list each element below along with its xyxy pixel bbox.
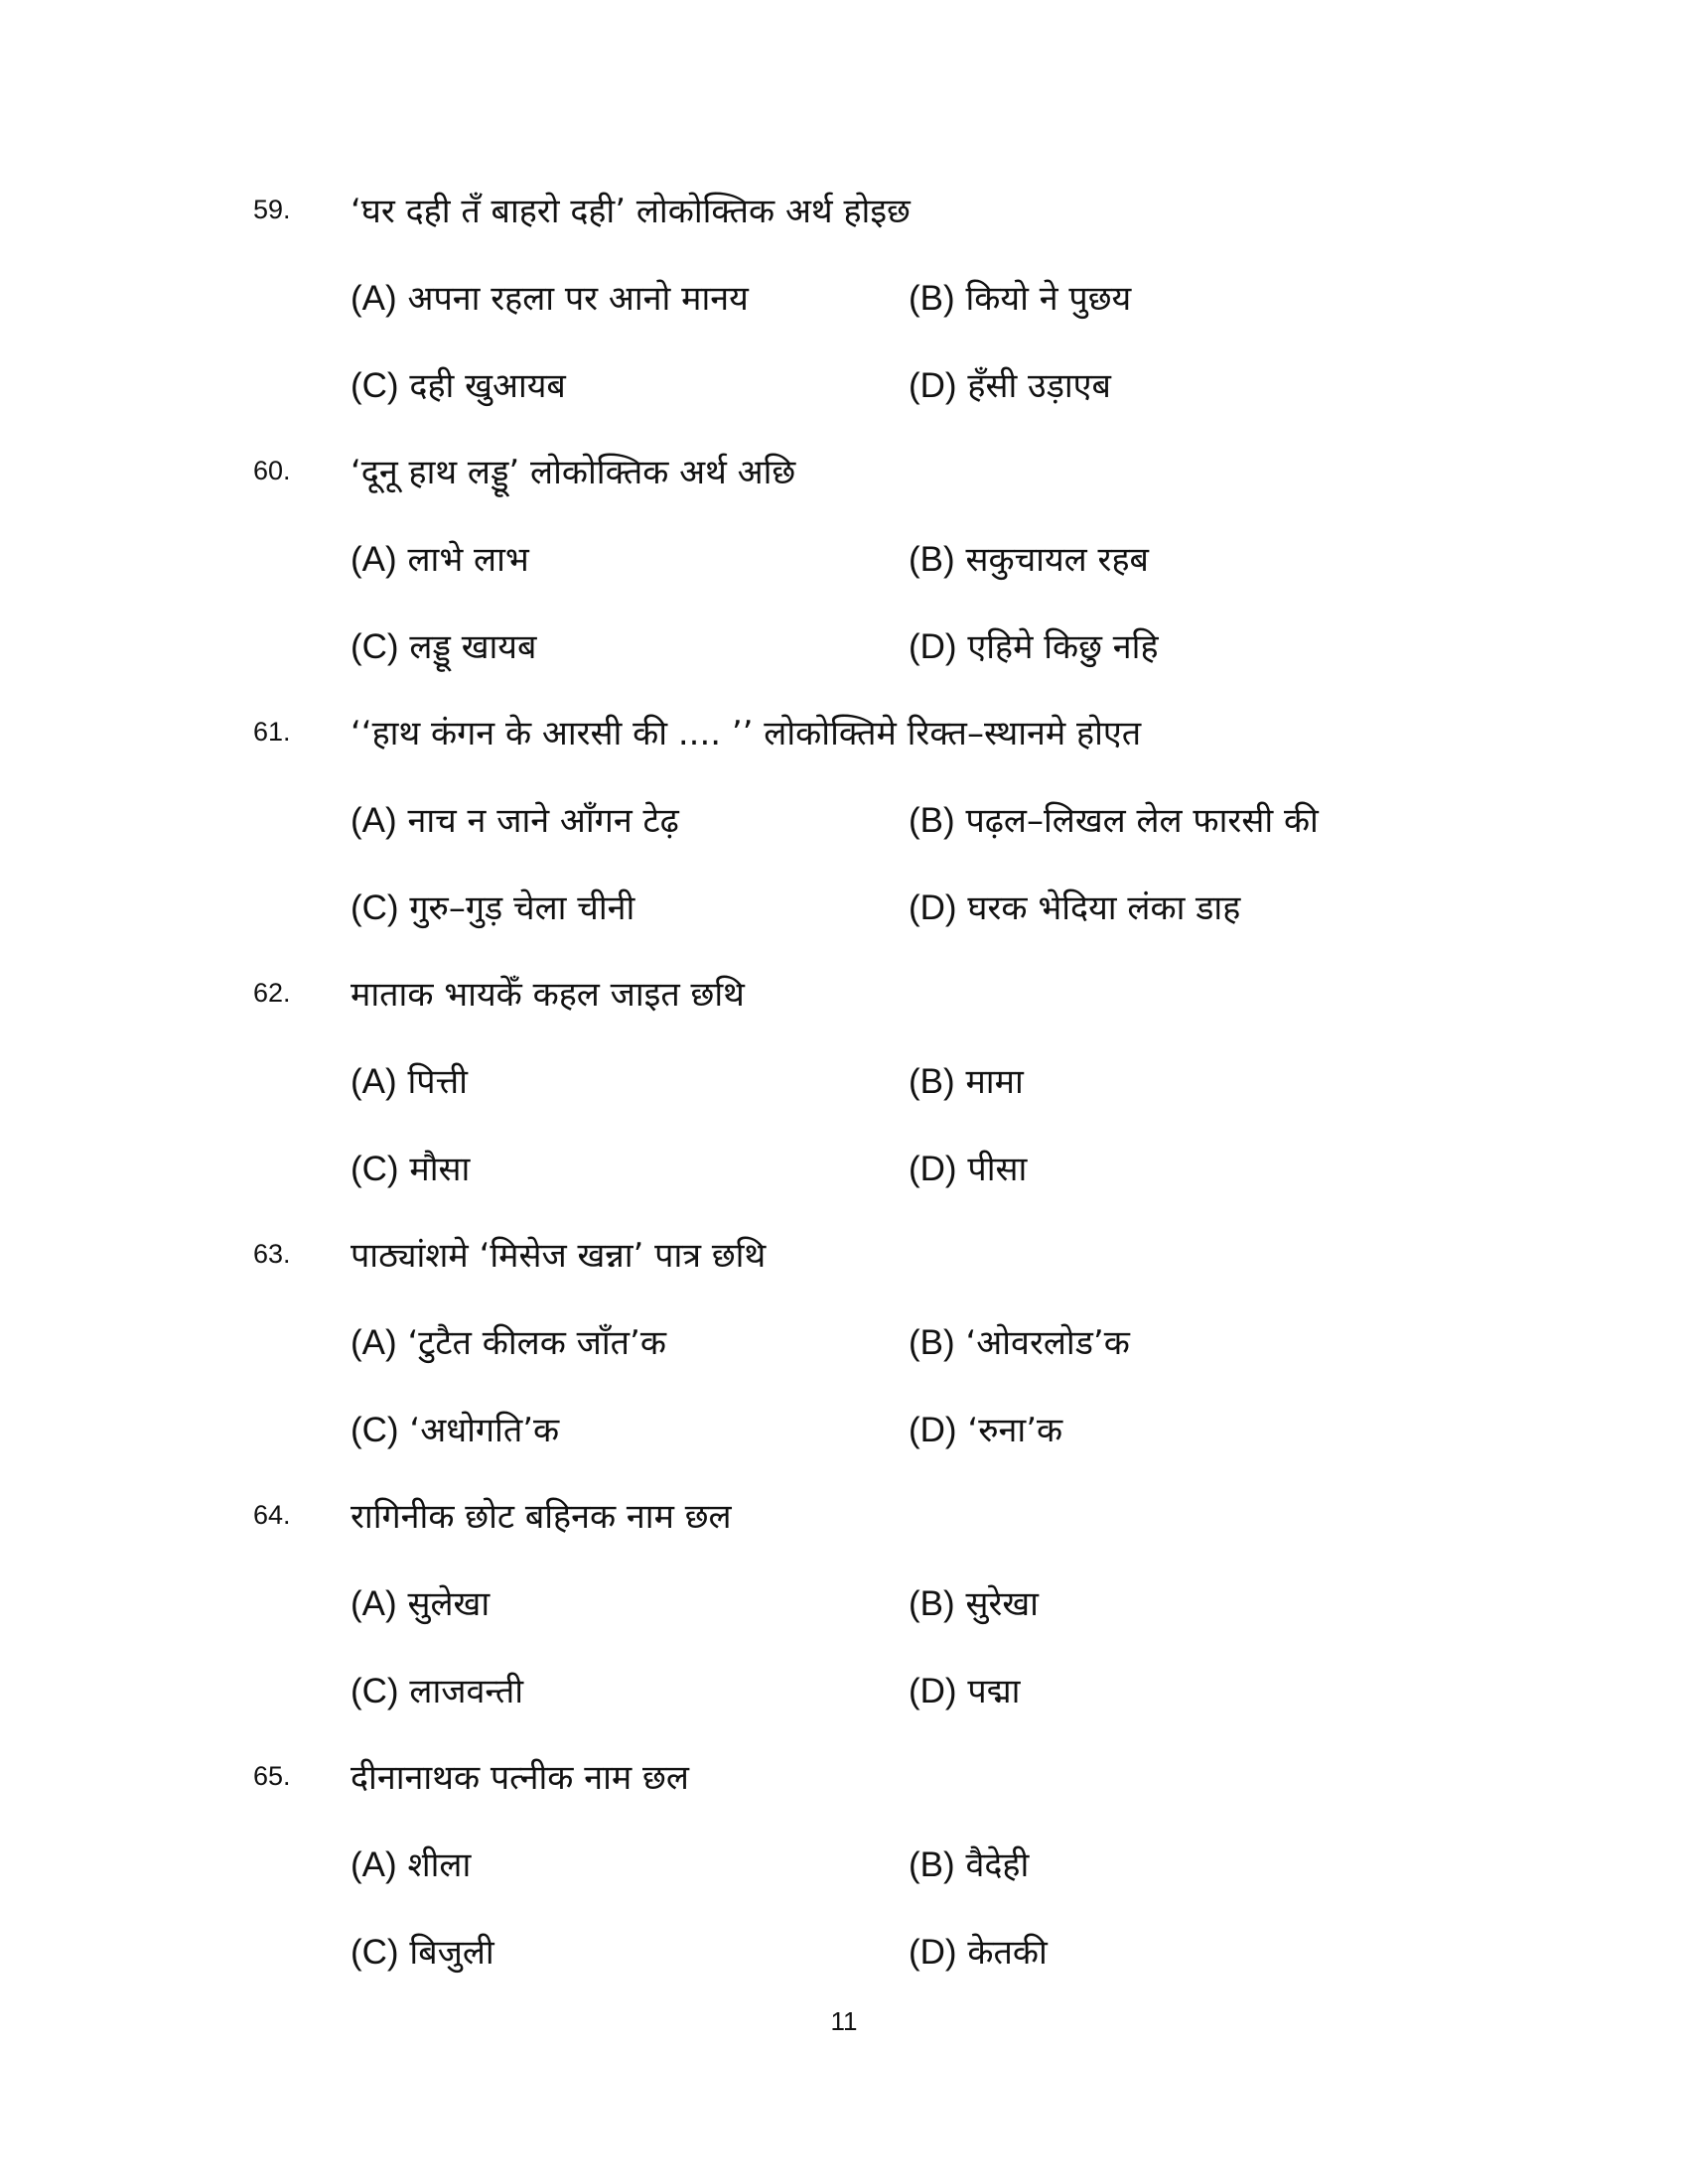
question-text: ‘दूनू हाथ लड्डू’ लोकोक्तिक अर्थ अछि: [351, 453, 796, 492]
option-text: सुरेखा: [965, 1584, 1039, 1624]
question-number: 65.: [253, 1761, 291, 1791]
option-text: हँसी उड़ाएब: [967, 366, 1111, 406]
option-c: [351, 1667, 523, 1712]
option-text: घरक भेदिया लंका डाह: [967, 888, 1241, 928]
option-text: ‘अधोगति’क: [409, 1411, 560, 1450]
option-b: [909, 274, 1131, 320]
option-text: केतकी: [967, 1933, 1048, 1973]
option-letter: (B): [909, 279, 955, 318]
option-d: [909, 361, 1111, 407]
option-letter: (A): [351, 1845, 397, 1884]
option-d: [909, 1406, 1062, 1451]
option-d: [909, 1667, 1020, 1712]
option-text: ‘रुना’क: [967, 1411, 1063, 1450]
option-text: नाच न जाने आँगन टेढ़: [407, 801, 679, 841]
option-a: [351, 1318, 666, 1364]
question-63: [253, 1231, 1425, 1493]
option-letter: (A): [351, 540, 397, 579]
question-number: 64.: [253, 1500, 291, 1530]
option-a: [351, 1841, 471, 1886]
option-letter: (C): [351, 627, 399, 666]
option-a: [351, 274, 749, 320]
option-text: ‘टुटैत कीलक जाँत’क: [407, 1323, 666, 1363]
option-text: लाजवन्ती: [409, 1672, 524, 1711]
option-letter: (B): [909, 1323, 955, 1362]
option-text: एहिमे किछु नहि: [967, 627, 1159, 667]
question-text: ‘‘हाथ कंगन के आरसी की .... ’’ लोकोक्तिमे रिक्त–स्थानमे होएत: [351, 714, 1142, 753]
option-letter: (B): [909, 540, 955, 579]
option-b: [909, 1841, 1029, 1886]
option-letter: (B): [909, 801, 955, 840]
option-c: [351, 622, 536, 668]
question-59: [253, 187, 1425, 449]
option-text: वैदेही: [965, 1845, 1030, 1885]
option-text: लाभे लाभ: [407, 540, 529, 580]
option-a: [351, 535, 529, 581]
option-letter: (A): [351, 1584, 397, 1623]
option-c: [351, 1406, 559, 1451]
question-number: 60.: [253, 456, 291, 485]
option-c: [351, 1145, 470, 1190]
option-text: सुलेखा: [407, 1584, 491, 1624]
option-letter: (C): [351, 1933, 399, 1972]
question-text: माताक भायकेँ कहल जाइत छथि: [351, 975, 745, 1015]
option-b: [909, 1318, 1130, 1364]
option-d: [909, 884, 1240, 929]
option-letter: (C): [351, 366, 399, 405]
option-letter: (A): [351, 1323, 397, 1362]
option-text: पीसा: [967, 1150, 1028, 1189]
option-text: कियो ने पुछय: [965, 279, 1132, 319]
question-text: पाठ्यांशमे ‘मिसेज खन्ना’ पात्र छथि: [351, 1236, 767, 1276]
option-letter: (A): [351, 279, 397, 318]
option-a: [351, 1579, 490, 1625]
question-60: [253, 448, 1425, 710]
option-b: [909, 1057, 1024, 1103]
question-number: 62.: [253, 978, 291, 1008]
option-text: अपना रहला पर आनो मानय: [407, 279, 749, 319]
option-letter: (B): [909, 1584, 955, 1623]
option-letter: (D): [909, 1150, 957, 1188]
option-letter: (A): [351, 1062, 397, 1101]
option-text: मौसा: [409, 1150, 471, 1189]
option-b: [909, 1579, 1039, 1625]
option-c: [351, 884, 634, 929]
question-65: [253, 1753, 1425, 2015]
option-letter: (D): [909, 627, 957, 666]
question-text: ‘घर दही तँ बाहरो दही’ लोकोक्तिक अर्थ होइछ: [351, 192, 911, 231]
option-text: सकुचायल रहब: [965, 540, 1149, 580]
option-text: ‘ओवरलोड’क: [965, 1323, 1130, 1363]
option-letter: (B): [909, 1062, 955, 1101]
option-c: [351, 361, 566, 407]
option-letter: (C): [351, 1150, 399, 1188]
option-text: दही खुआयब: [409, 366, 566, 406]
question-64: [253, 1492, 1425, 1754]
option-letter: (D): [909, 1672, 957, 1710]
question-number: 63.: [253, 1239, 291, 1269]
option-letter: (A): [351, 801, 397, 840]
option-letter: (C): [351, 888, 399, 927]
option-a: [351, 1057, 468, 1103]
question-text: रागिनीक छोट बहिनक नाम छल: [351, 1497, 732, 1537]
option-text: पढ़ल–लिखल लेल फारसी की: [965, 801, 1319, 841]
option-text: लड्डू खायब: [409, 627, 537, 667]
question-61: [253, 709, 1425, 971]
question-number: 61.: [253, 717, 291, 747]
option-d: [909, 1928, 1048, 1974]
option-letter: (D): [909, 1411, 957, 1449]
option-text: शीला: [407, 1845, 472, 1885]
question-62: [253, 970, 1425, 1232]
option-text: गुरु–गुड़ चेला चीनी: [409, 888, 635, 928]
option-letter: (B): [909, 1845, 955, 1884]
page-number: 11: [830, 2006, 858, 2036]
option-letter: (C): [351, 1411, 399, 1449]
question-text: दीनानाथक पत्नीक नाम छल: [351, 1758, 689, 1798]
option-letter: (D): [909, 366, 957, 405]
option-d: [909, 622, 1159, 668]
option-letter: (D): [909, 1933, 957, 1972]
option-d: [909, 1145, 1027, 1190]
option-b: [909, 535, 1149, 581]
question-number: 59.: [253, 195, 291, 224]
option-text: पित्ती: [407, 1062, 468, 1102]
option-text: बिजुली: [409, 1933, 494, 1973]
option-text: पद्मा: [967, 1672, 1021, 1711]
option-c: [351, 1928, 494, 1974]
option-letter: (C): [351, 1672, 399, 1710]
option-a: [351, 796, 679, 842]
option-b: [909, 796, 1319, 842]
option-text: मामा: [965, 1062, 1024, 1102]
option-letter: (D): [909, 888, 957, 927]
